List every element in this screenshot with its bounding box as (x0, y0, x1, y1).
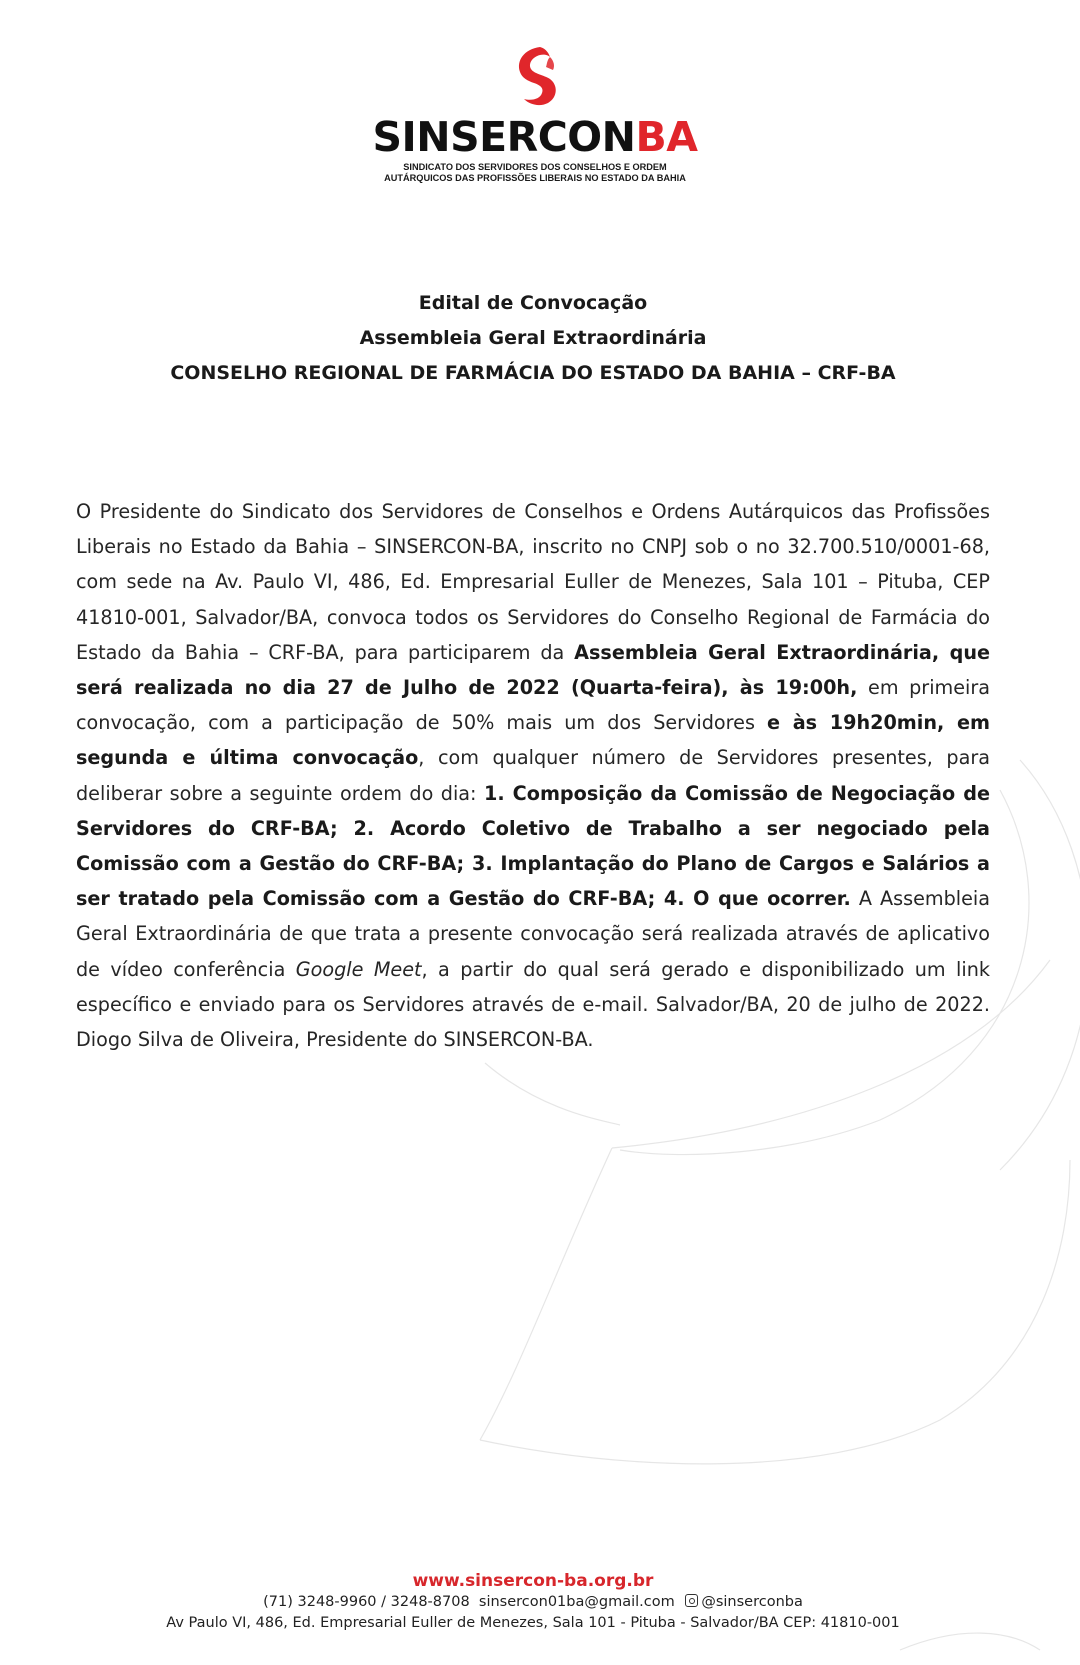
title-edital: Edital de Convocação (418, 292, 648, 314)
title-conselho: CONSELHO REGIONAL DE FARMÁCIA DO ESTADO DA BAHIA – CRF-BA (170, 362, 896, 384)
body-bold-assembly-date: Assembleia Geral Extraordinária, que será realizada no dia 27 de Julho de 2022 (Quarta-feira), às 19:00h, (76, 640, 990, 700)
body-text-part-2: em primeira convocação, com a participação de 50% mais um dos Servidores (76, 676, 990, 735)
body-text-part-3: , com qualquer número de Servidores presentes, para deliberar sobre a seguinte ordem do dia: (76, 746, 990, 805)
title-assembleia: Assembleia Geral Extraordinária (359, 327, 707, 349)
body-italic-app-name: Google Meet (295, 957, 422, 981)
s-swoosh-logo-icon (510, 45, 560, 113)
body-text-part-4: A Assembleia Geral Extraordinária de que trata a presente convocação será realizada através de aplicativo de vídeo conferência (76, 887, 990, 981)
body-text-part-5: , a partir do qual será gerado e disponibilizado um link específico e enviado para os Servidores através de e-mail. Salvador/BA, 20 de julho de 2022. Diogo Silva de Oliveira, Presidente do SINSERCON-BA. (76, 957, 990, 1052)
convocation-body (76, 494, 990, 1057)
footer-website-link[interactable]: www.sinsercon-ba.org.br (412, 1571, 654, 1591)
organization-logo (360, 45, 710, 184)
footer-address: Av Paulo VI, 486, Ed. Empresarial Euller de Menezes, Sala 101 - Pituba - Salvador/BA CEP: 41810-001 (166, 1615, 900, 1631)
footer-contact-row (0, 1592, 1066, 1613)
footer-email[interactable]: sinsercon01ba@gmail.com (478, 1594, 675, 1610)
logo-subtitle-line-2: AUTÁRQUICOS DAS PROFISSÕES LIBERAIS NO ESTADO DA BAHIA (384, 173, 686, 183)
footer-phones: (71) 3248-9960 / 3248-8708 (263, 1594, 470, 1610)
logo-subtitle-line-1: SINDICATO DOS SERVIDORES DOS CONSELHOS E ORDEM (403, 162, 667, 172)
logo-wordmark-dark: SINSERCON (372, 113, 636, 161)
logo-wordmark-red: BA (635, 113, 698, 161)
body-bold-agenda: 1. Composição da Comissão de Negociação de Servidores do CRF-BA; 2. Acordo Coletivo de Trabalho a ser negociado pela Comissão com a Gestão do CRF-BA; 3. Implantação do Plano de Cargos e Salários a ser tratado pela Comissão com a Gestão do CRF-BA; 4. O que ocorrer. (76, 781, 990, 911)
page-footer (0, 1570, 1066, 1634)
body-text-part-1: O Presidente do Sindicato dos Servidores de Conselhos e Ordens Autárquicos das Profissões Liberais no Estado da Bahia – SINSERCON-BA, inscrito no CNPJ sob o no 32.700.510/0001-68, com sede na Av. Paulo VI, 486, Ed. Empresarial Euller de Menezes, Sala 101 – Pituba, CEP 41810-001, Salvador/BA, convoca todos os Servidores do Conselho Regional de Farmácia do Estado da Bahia – CRF-BA, para participarem da (76, 500, 990, 664)
document-titles (0, 286, 1066, 391)
instagram-icon (685, 1594, 698, 1607)
body-bold-second-call: e às 19h20min, em segunda e última convocação (76, 711, 990, 770)
logo-wordmark (360, 115, 710, 159)
footer-instagram-handle[interactable]: @sinserconba (701, 1594, 803, 1610)
